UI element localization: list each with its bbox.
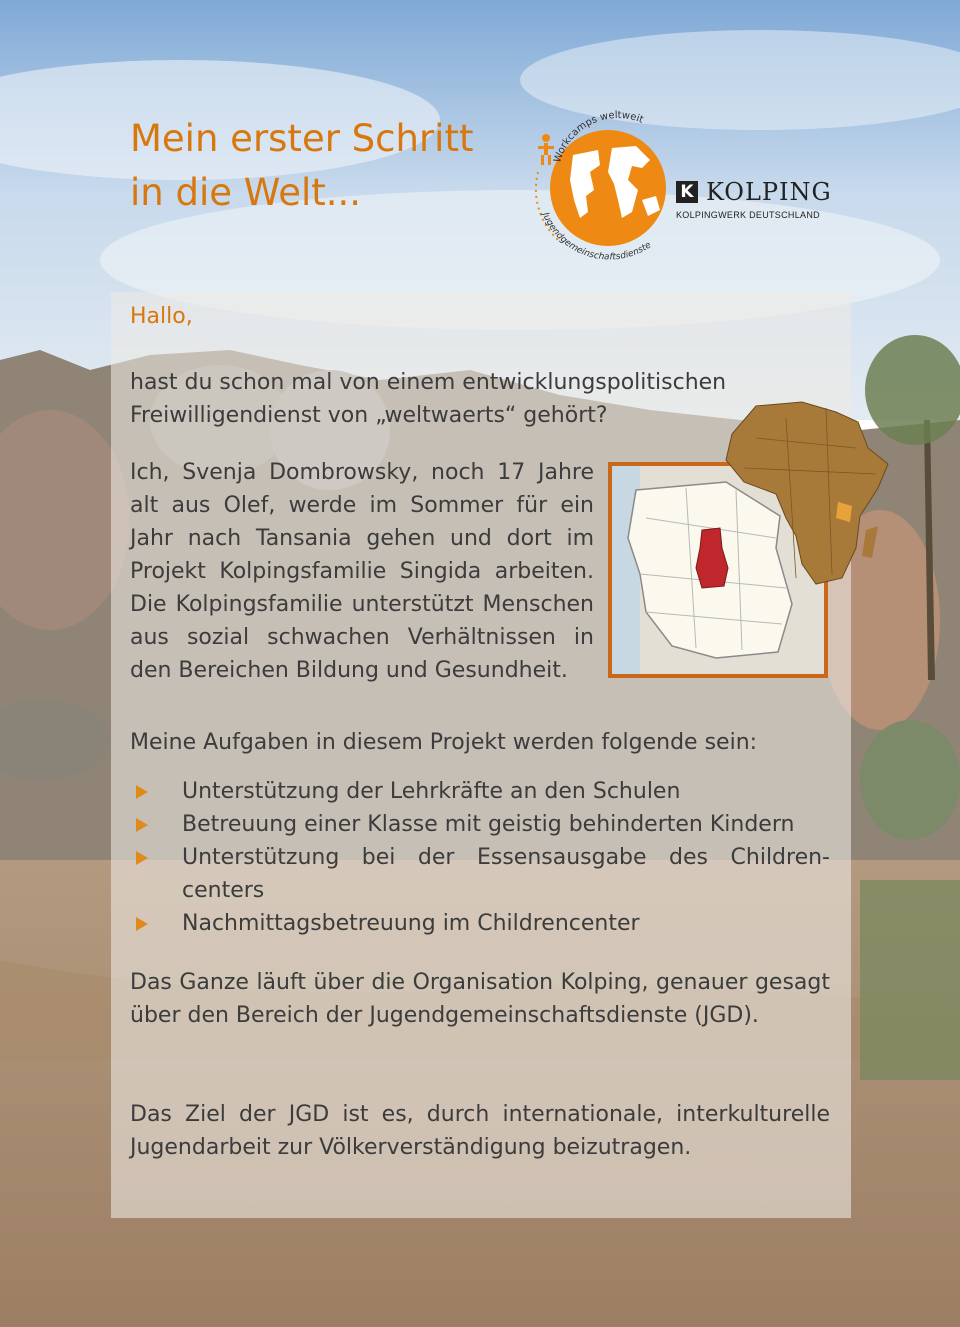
kolping-k-icon: K <box>676 181 698 203</box>
list-item <box>130 907 830 940</box>
kolping-subtitle: KOLPINGWERK DEUTSCHLAND <box>676 210 820 220</box>
list-item-label: Nachmittagsbetreuung im Childrencenter <box>182 911 640 936</box>
kolping-name: KOLPING <box>706 178 832 206</box>
list-item <box>130 775 830 808</box>
title-line-2: in die Welt... <box>130 171 362 214</box>
bullet-arrow-icon <box>136 917 148 931</box>
bullet-arrow-icon <box>136 785 148 799</box>
list-item-label: Unterstützung bei der Essensausgabe des Children-centers <box>182 845 830 903</box>
list-item-label: Betreuung einer Klasse mit geistig behinderten Kindern <box>182 812 795 837</box>
list-item-label: Unterstützung der Lehrkräfte an den Schulen <box>182 779 681 804</box>
page-title <box>130 112 473 220</box>
title-line-1: Mein erster Schritt <box>130 117 474 160</box>
tasks-heading: Meine Aufgaben in diesem Projekt werden folgende sein: <box>130 730 758 755</box>
greeting: Hallo, <box>130 304 193 329</box>
workcamps-logo <box>528 100 688 280</box>
bullet-arrow-icon <box>136 818 148 832</box>
logo-text-bottom: Jugendgemeinschaftsdienste <box>539 211 654 263</box>
logo-text-top: Workcamps weltweit <box>552 109 645 165</box>
organisation-paragraph: Das Ganze läuft über die Organisation Kolping, genauer gesagt über den Bereich der Jugendgemeinschaftsdienste (JGD). <box>130 970 830 1028</box>
list-item <box>130 841 830 907</box>
bullet-arrow-icon <box>136 851 148 865</box>
goal-paragraph: Das Ziel der JGD ist es, durch internationale, interkulturelle Jugendarbeit zur Völkerverständigung beizutragen. <box>130 1102 830 1160</box>
list-item <box>130 808 830 841</box>
task-list <box>130 775 830 940</box>
tanzania-map <box>606 398 890 682</box>
kolping-logo <box>676 178 832 220</box>
about-paragraph: Ich, Svenja Dombrowsky, noch 17 Jahre alt aus Olef, werde im Sommer für ein Jahr nach Tansania gehen und dort im Projekt Kolpingsfamilie Singida arbeiten. Die Kolpingsfamilie unterstützt Menschen aus sozial schwachen Verhältnissen in den Bereichen Bildung und Gesundheit. <box>130 460 594 683</box>
intro-paragraph: hast du schon mal von einem entwicklungspolitischen Freiwilligendienst von „weltwaerts“ gehört? <box>130 370 727 428</box>
